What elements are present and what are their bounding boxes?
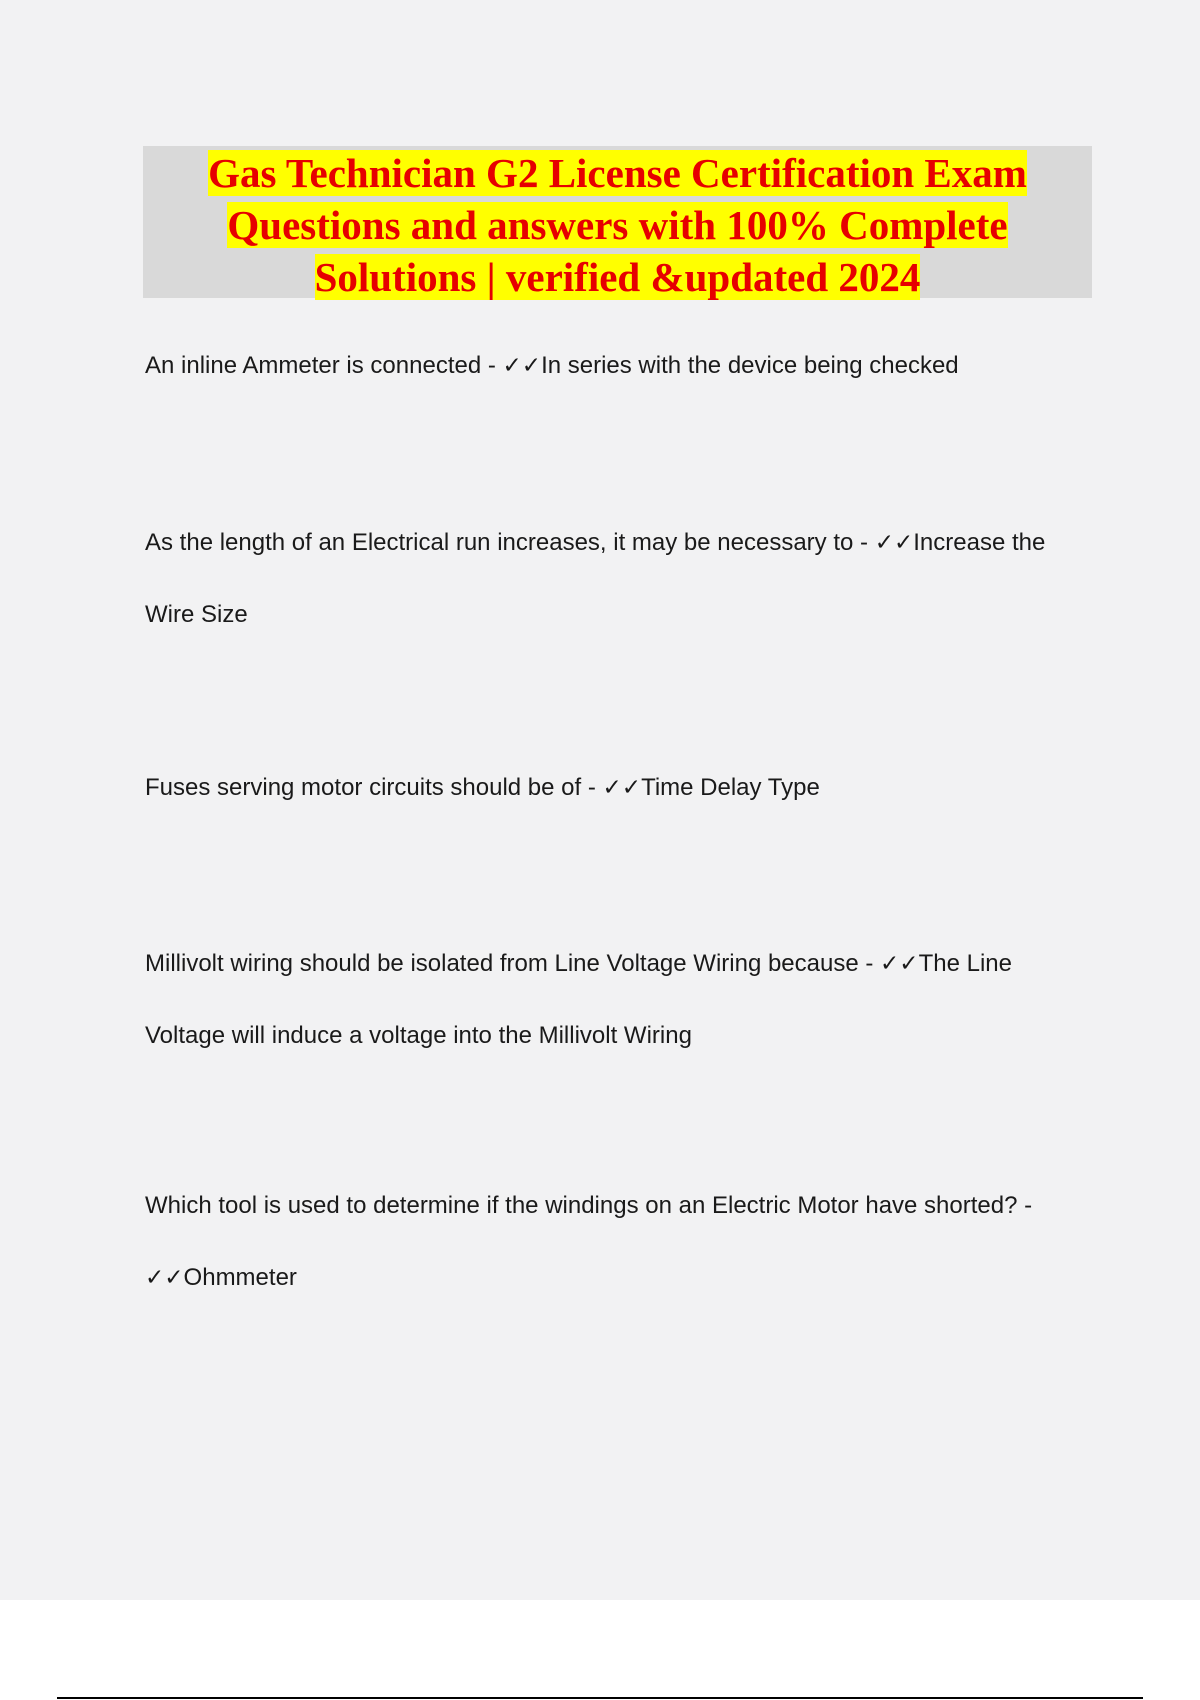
answer-text: The Line Voltage will induce a voltage into the Millivolt Wiring [145,950,1012,1049]
question-text: As the length of an Electrical run increases, it may be necessary to - [145,529,875,556]
check-icon: ✓✓ [502,353,542,379]
question-text: Millivolt wiring should be isolated from Line Voltage Wiring because - [145,950,881,977]
check-icon: ✓✓ [145,1265,184,1291]
question-text: Which tool is used to determine if the windings on an Electric Motor have shorted? - [145,1192,1033,1219]
footer-divider [57,1697,1143,1699]
qa-item-3 [145,752,1095,824]
question-text: Fuses serving motor circuits should be of - [145,774,603,801]
document-title: Gas Technician G2 License Certification Exam Questions and answers with 100% Complete Solutions | verified &updated 2024 [208,150,1027,300]
answer-text: Ohmmeter [183,1264,297,1291]
answer-text: In series with the device being checked [541,352,959,379]
answer-text: Increase the Wire Size [145,529,1046,628]
check-icon: ✓✓ [602,775,642,801]
qa-item-4 [145,928,1095,1072]
qa-item-5 [145,1170,1095,1314]
check-icon: ✓✓ [874,530,914,556]
question-text: An inline Ammeter is connected - [145,352,503,379]
check-icon: ✓✓ [880,951,919,977]
qa-item-2 [145,507,1095,651]
title-banner [143,146,1092,298]
qa-item-1 [145,330,1095,402]
answer-text: Time Delay Type [641,774,820,801]
